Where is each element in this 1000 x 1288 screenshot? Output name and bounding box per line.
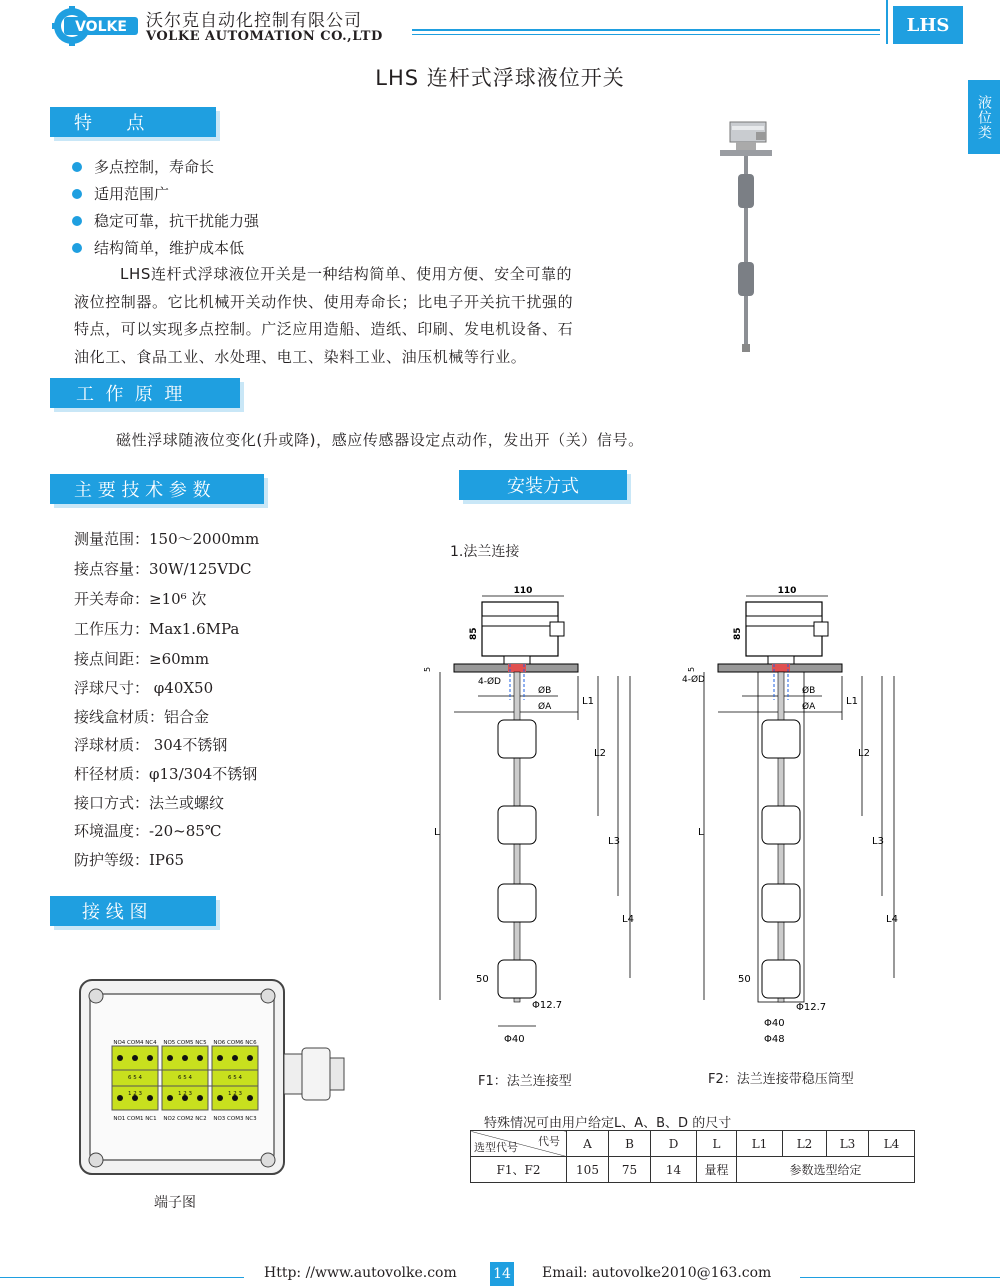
terminal-digits: 1 2 3 [178,1091,192,1097]
footer-rule-left [0,1277,244,1278]
feature-item: 稳定可靠，抗干扰能力强 [72,207,259,234]
model-badge: LHS [893,6,963,44]
svg-text:L1: L1 [846,696,858,707]
table-header-cell: L [697,1131,737,1157]
svg-text:4-ØD: 4-ØD [682,675,705,685]
svg-text:L4: L4 [886,914,898,925]
table-cell: 75 [609,1157,651,1183]
header-rule [412,29,880,31]
feature-item: 结构简单，维护成本低 [72,234,259,261]
svg-text:5: 5 [687,666,696,672]
svg-text:50: 50 [476,974,489,985]
caption-f1: F1：法兰连接型 [478,1074,572,1089]
svg-text:L2: L2 [858,748,870,759]
svg-text:L4: L4 [622,914,634,925]
terminal-label: NO6 COM6 NC6 [213,1040,257,1046]
table-header-cell: A [567,1131,609,1157]
svg-text:50: 50 [738,974,751,985]
section-features-title: 特 点 [74,113,145,134]
terminal-label: NO2 COM2 NC2 [163,1116,207,1122]
spec-item: 防护等级：IP65 [74,851,185,869]
company-logo [52,6,140,46]
spec-item: 接口方式：法兰或螺纹 [74,794,225,812]
spec-item: 杆径材质：φ13/304不锈钢 [74,765,258,783]
section-features-header [50,107,216,137]
terminal-digits: 1 2 3 [128,1091,142,1097]
svg-text:L3: L3 [872,836,884,847]
spec-item: 浮球尺寸： φ40X50 [74,679,214,697]
spec-item: 环境温度：-20~85℃ [74,822,222,840]
drawing-f2 [682,580,922,1050]
table-header-cell: L2 [783,1131,827,1157]
section-principle-header [50,378,240,408]
svg-text:ØA: ØA [802,702,816,712]
feature-list [72,153,259,261]
terminal-label: NO5 COM5 NC5 [163,1040,207,1046]
svg-text:110: 110 [777,586,797,596]
svg-text:ØA: ØA [538,702,552,712]
svg-text:Φ12.7: Φ12.7 [796,1002,827,1013]
spec-item: 浮球材质： 304不锈钢 [74,736,228,754]
terminal-digits: 6 5 4 [128,1075,142,1081]
footer-website[interactable]: Http: //www.autovolke.com [264,1265,457,1281]
svg-text:L: L [434,827,440,838]
svg-text:Φ40: Φ40 [764,1018,785,1029]
svg-text:Φ48: Φ48 [764,1034,785,1045]
table-header-cell: L3 [827,1131,869,1157]
table-note: 特殊情况可由用户给定L、A、B、D 的尺寸 [484,1116,732,1131]
svg-text:85: 85 [469,627,479,640]
svg-text:L1: L1 [582,696,594,707]
badge-frame [886,0,890,44]
terminal-digits: 6 5 4 [178,1075,192,1081]
svg-text:4-ØD: 4-ØD [478,677,501,687]
table-row-label: F1、F2 [471,1157,567,1183]
bullet-dot-icon [72,189,82,199]
svg-text:L2: L2 [594,748,606,759]
table-header-cell: D [651,1131,697,1157]
drawing-f1 [418,580,658,1050]
principle-text: 磁性浮球随液位变化(升或降)，感应传感器设定点动作，发出开（关）信号。 [116,431,644,449]
svg-text:L: L [698,827,704,838]
spec-item: 测量范围：150～2000mm [74,530,260,548]
wiring-caption: 端子图 [154,1195,196,1211]
table-merged-cell: 参数选型给定 [737,1157,915,1183]
section-wiring-title: 接 线 图 [82,902,148,923]
page-title: LHS 连杆式浮球液位开关 [375,66,625,90]
spec-item: 开关寿命：≥10⁶ 次 [74,590,207,608]
svg-text:5: 5 [423,666,432,672]
terminal-digits: 1 2 3 [228,1091,242,1097]
terminal-block-diagram [78,978,378,1178]
table-cell: 量程 [697,1157,737,1183]
bullet-dot-icon [72,216,82,226]
svg-text:Φ12.7: Φ12.7 [532,1000,563,1011]
feature-description: LHS连杆式浮球液位开关是一种结构简单、使用方便、安全可靠的 液位控制器。它比机械开关动作快、使用寿命长；比电子开关抗干扰强的 特点，可以实现多点控制。广泛应用造船、造纸、印刷、发电机设备、石 油化工、食品工业、水处理、电工、染料工业、油压机械等行业。 [74,265,574,366]
spec-item: 接点间距：≥60mm [74,650,210,668]
table-cell: 14 [651,1157,697,1183]
header-rule-thin [412,34,880,35]
terminal-digits: 6 5 4 [228,1075,242,1081]
svg-text:85: 85 [733,627,743,640]
svg-text:ØB: ØB [538,686,552,696]
svg-text:110: 110 [513,586,533,596]
page-number: 14 [490,1262,514,1286]
feature-item: 多点控制，寿命长 [72,153,259,180]
svg-text:Φ40: Φ40 [504,1034,525,1045]
table-header-cell: L4 [869,1131,915,1157]
logo-text: VOLKE [75,19,127,35]
section-specs-title: 主 要 技 术 参 数 [74,480,211,501]
table-corner-cell: 代号 选型代号 [471,1131,567,1157]
company-name-cn: 沃尔克自动化控制有限公司 [146,11,362,31]
terminal-label: NO4 COM4 NC4 [113,1040,157,1046]
footer-email[interactable]: Email: autovolke2010@163.com [542,1265,772,1281]
product-photo [712,118,782,358]
table-header-cell: B [609,1131,651,1157]
install-subheading: 1.法兰连接 [450,544,520,560]
table-header-cell: L1 [737,1131,783,1157]
feature-item: 适用范围广 [72,180,259,207]
section-install-title: 安装方式 [507,476,579,497]
bullet-dot-icon [72,243,82,253]
footer-rule-right [800,1277,1000,1278]
company-name-en: VOLKE AUTOMATION CO.,LTD [146,29,383,44]
spec-item: 接线盒材质：铝合金 [74,708,210,726]
section-install-header [459,470,627,500]
section-specs-header [50,474,264,504]
svg-text:ØB: ØB [802,686,816,696]
category-side-tab: 液位类 [968,80,1000,154]
terminal-label: NO1 COM1 NC1 [113,1116,157,1122]
caption-f2: F2：法兰连接带稳压筒型 [708,1072,854,1087]
terminal-label: NO3 COM3 NC3 [213,1116,257,1122]
bullet-dot-icon [72,162,82,172]
spec-item: 接点容量：30W/125VDC [74,560,252,578]
table-cell: 105 [567,1157,609,1183]
svg-text:L3: L3 [608,836,620,847]
section-wiring-header [50,896,216,926]
selection-table [470,1130,915,1183]
spec-item: 工作压力：Max1.6MPa [74,620,240,638]
section-principle-title: 工 作 原 理 [76,384,183,405]
